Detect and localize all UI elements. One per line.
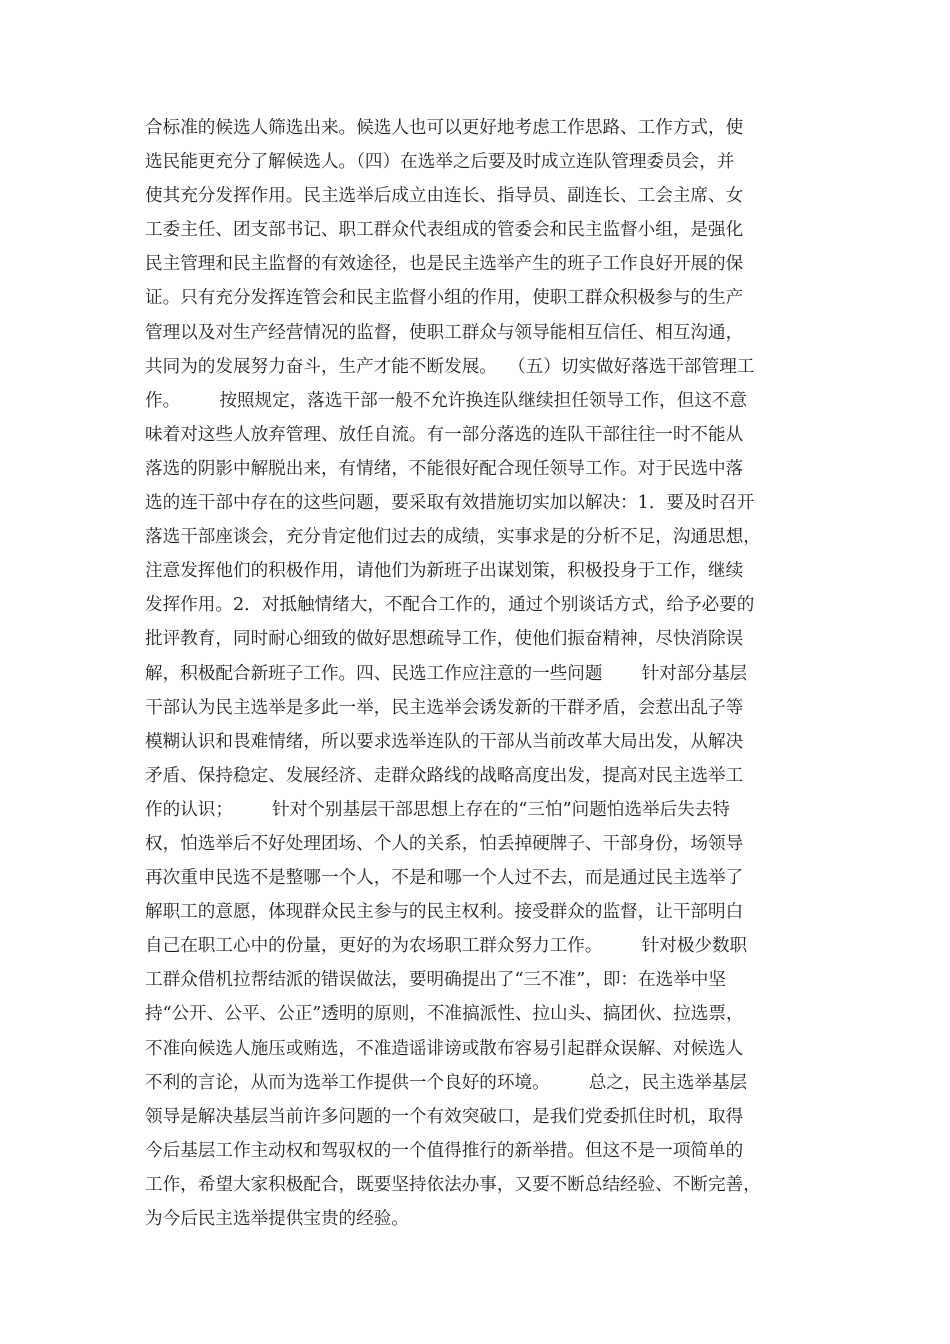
- text-line-29: 不利的言论，从而为选举工作提供一个良好的环境。 总之，民主选举基层: [145, 1072, 748, 1093]
- text-line-12: 选的连干部中存在的这些问题，要采取有效措施切实加以解决：1．要及时召开: [145, 493, 755, 514]
- text-line-16: 批评教育，同时耐心细致的做好思想疏导工作，使他们振奋精神，尽快消除误: [145, 629, 744, 650]
- text-line-20: 矛盾、保持稳定、发展经济、走群众路线的战略高度出发，提高对民主选举工: [145, 765, 744, 786]
- text-line-13: 落选干部座谈会，充分肯定他们过去的成绩，实事求是的分析不足，沟通思想，: [145, 527, 761, 548]
- text-line-33: 为今后民主选举提供宝贵的经验。: [145, 1209, 409, 1229]
- text-line-24: 解职工的意愿，体现群众民主参与的民主权利。接受群众的监督，让干部明白: [145, 902, 744, 923]
- text-line-6: 证。只有充分发挥连管会和民主监督小组的作用，使职工群众积极参与的生产: [145, 288, 744, 309]
- text-line-19: 模糊认识和畏难情绪，所以要求选举连队的干部从当前改革大局出发，从解决: [145, 731, 744, 752]
- text-line-14: 注意发挥他们的积极作用，请他们为新班子出谋划策，积极投身于工作，继续: [145, 561, 744, 582]
- text-line-27: 持“公开、公平、公正”透明的原则，不准搞派性、拉山头、搞团伙、拉选票，: [145, 1004, 744, 1025]
- text-line-28: 不准向候选人施压或贿选，不准造谣诽谤或散布容易引起群众误解、对候选人: [145, 1038, 744, 1059]
- text-line-17: 解，积极配合新班子工作。四、民选工作应注意的一些问题 针对部分基层: [145, 663, 748, 684]
- text-line-9: 作。 按照规定，落选干部一般不允许换连队继续担任领导工作，但这不意: [145, 390, 748, 411]
- text-line-22: 权，怕选举后不好处理团场、个人的关系，怕丢掉硬牌子、干部身份，场领导: [145, 833, 744, 854]
- text-line-8: 共同为的发展努力奋斗，生产才能不断发展。 （五）切实做好落选干部管理工: [145, 356, 755, 377]
- text-line-5: 民主管理和民主监督的有效途径，也是民主选举产生的班子工作良好开展的保: [145, 254, 744, 275]
- text-line-1: 合标准的候选人筛选出来。候选人也可以更好地考虑工作思路、工作方式，使: [145, 118, 744, 138]
- text-line-31: 今后基层工作主动权和驾驭权的一个值得推行的新举措。但这不是一项简单的: [145, 1140, 744, 1161]
- text-line-11: 落选的阴影中解脱出来，有情绪，不能很好配合现任领导工作。对于民选中落: [145, 458, 744, 479]
- text-line-23: 再次重申民选不是整哪一个人，不是和哪一个人过不去，而是通过民主选举了: [145, 868, 744, 889]
- text-line-4: 工委主任、团支部书记、职工群众代表组成的管委会和民主监督小组，是强化: [145, 220, 744, 241]
- text-line-30: 领导是解决基层当前许多问题的一个有效突破口，是我们党委抓住时机，取得: [145, 1106, 744, 1127]
- text-line-3: 使其充分发挥作用。民主选举后成立由连长、指导员、副连长、工会主席、女: [145, 186, 744, 207]
- text-line-25: 自己在职工心中的份量，更好的为农场职工群众努力工作。 针对极少数职: [145, 936, 748, 957]
- text-line-15: 发挥作用。2．对抵触情绪大，不配合工作的，通过个别谈话方式，给予必要的: [145, 595, 755, 616]
- text-line-10: 味着对这些人放弃管理、放任自流。有一部分落选的连队干部往往一时不能从: [145, 424, 744, 445]
- text-line-7: 管理以及对生产经营情况的监督，使职工群众与领导能相互信任、相互沟通，: [145, 322, 744, 343]
- text-line-21: 作的认识； 针对个别基层干部思想上存在的“三怕”问题怕选举后失去特: [145, 799, 730, 820]
- body-text: [145, 111, 815, 1236]
- text-line-18: 干部认为民主选举是多此一举，民主选举会诱发新的干群矛盾，会惹出乱子等: [145, 697, 744, 718]
- text-line-26: 工群众借机拉帮结派的错误做法，要明确提出了“三不准”，即：在选举中坚: [145, 970, 726, 991]
- text-line-2: 选民能更充分了解候选人。（四）在选举之后要及时成立连队管理委员会，并: [145, 152, 735, 173]
- text-line-32: 工作，希望大家积极配合，既要坚持依法办事，又要不断总结经验、不断完善，: [145, 1174, 761, 1195]
